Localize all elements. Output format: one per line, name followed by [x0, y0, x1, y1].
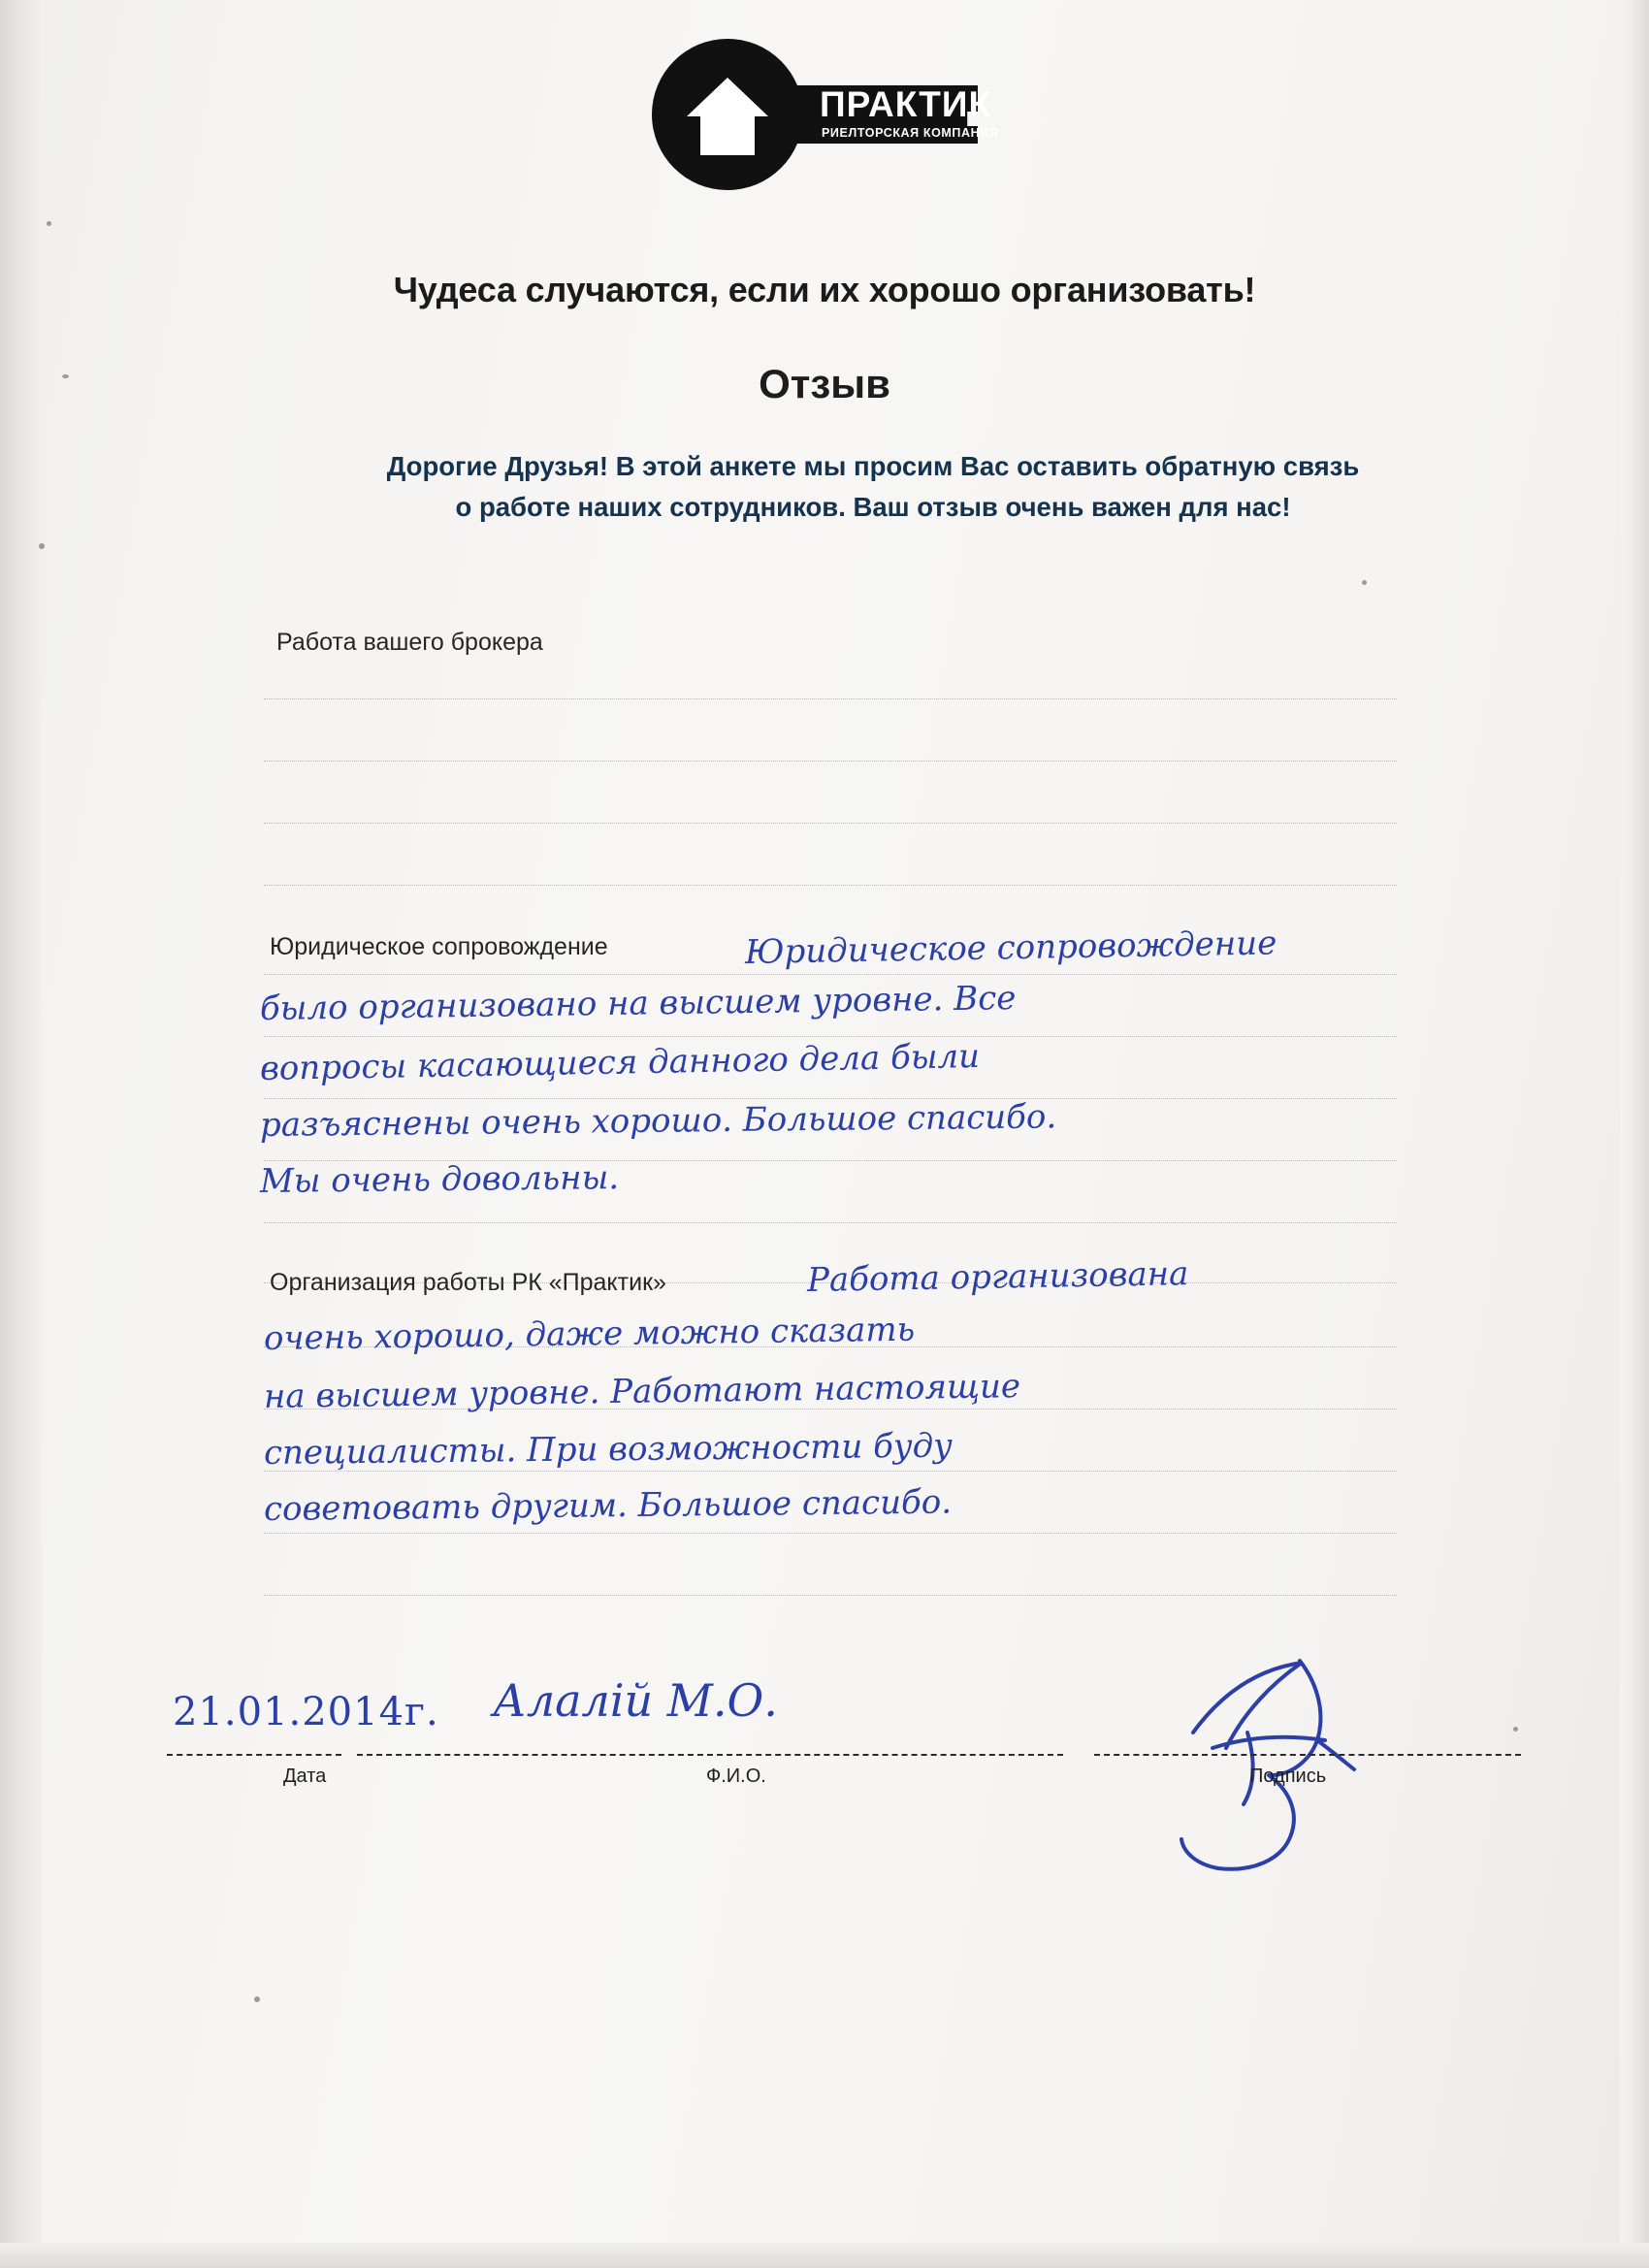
handwritten-answer-legal-line-1: Юридическое сопровождение: [744, 923, 1277, 972]
date-caption: Дата: [283, 1766, 327, 1787]
signature-name-value: Алалiй М.О.: [493, 1674, 778, 1727]
handwritten-answer-legal-line-4: разъяснены очень хорошо. Большое спасибо.: [259, 1097, 1057, 1145]
intro-line-2: о работе наших сотрудников. Ваш отзыв очень важен для нас!: [455, 492, 1291, 522]
scan-speck: [1513, 1727, 1518, 1732]
handwritten-answer-organization-line-4: специалисты. При возможности буду: [263, 1426, 954, 1473]
scan-speck: [254, 1996, 260, 2002]
intro-paragraph: [242, 446, 1504, 528]
ruled-line: [264, 1595, 1397, 1596]
scan-left-edge: [0, 0, 43, 2268]
ruled-line: [264, 1036, 1397, 1037]
name-underline: [357, 1754, 1063, 1756]
scan-right-edge: [1620, 0, 1649, 2268]
house-roof-shape: [687, 78, 768, 116]
ruled-line: [264, 698, 1397, 699]
ruled-line: [264, 974, 1397, 975]
field-label-legal-support: Юридическое сопровождение: [270, 933, 608, 960]
ruled-line: [264, 823, 1397, 824]
handwritten-answer-legal-line-2: было организовано на высшем уровне. Все: [259, 979, 1017, 1028]
field-label-broker: Работа вашего брокера: [276, 629, 543, 656]
ruled-line: [264, 885, 1397, 886]
handwritten-answer-legal-line-3: вопросы касающиеся данного дела были: [259, 1037, 981, 1088]
logo-tagline-text: РИЕЛТОРСКАЯ КОМПАНИЯ: [822, 126, 999, 140]
page-title: Отзыв: [759, 361, 890, 406]
date-underline: [167, 1754, 341, 1756]
handwritten-answer-organization-line-1: Работа организована: [806, 1254, 1189, 1300]
intro-line-1: Дорогие Друзья! В этой анкете мы просим Вас оставить обратную связь: [386, 451, 1360, 481]
handwritten-answer-organization-line-2: очень хорошо, даже можно сказать: [263, 1310, 916, 1358]
company-slogan: Чудеса случаются, если их хорошо организовать!: [393, 270, 1256, 309]
handwritten-answer-legal-line-5: Мы очень довольны.: [259, 1158, 620, 1201]
ruled-line: [264, 1222, 1397, 1223]
company-logo: [652, 39, 1059, 194]
logo-brand-text: ПРАКТИК: [820, 84, 992, 124]
field-label-organization: Организация работы РК «Практик»: [270, 1269, 666, 1296]
signature-caption: Подпись: [1249, 1766, 1327, 1787]
scan-speck: [1362, 580, 1367, 585]
scan-speck: [39, 543, 45, 549]
signature-underline: [1094, 1754, 1521, 1756]
scan-speck: [47, 221, 51, 226]
signature-date-value: 21.01.2014г.: [173, 1690, 439, 1734]
handwritten-answer-organization-line-3: на высшем уровне. Работают настоящие: [263, 1367, 1021, 1416]
house-icon: [687, 78, 768, 153]
ruled-line: [264, 1533, 1397, 1534]
scan-bottom-edge: [0, 2243, 1649, 2268]
name-caption: Ф.И.О.: [706, 1766, 766, 1787]
handwritten-answer-organization-line-5: советовать другим. Большое спасибо.: [263, 1482, 953, 1529]
house-body-shape: [700, 114, 755, 155]
